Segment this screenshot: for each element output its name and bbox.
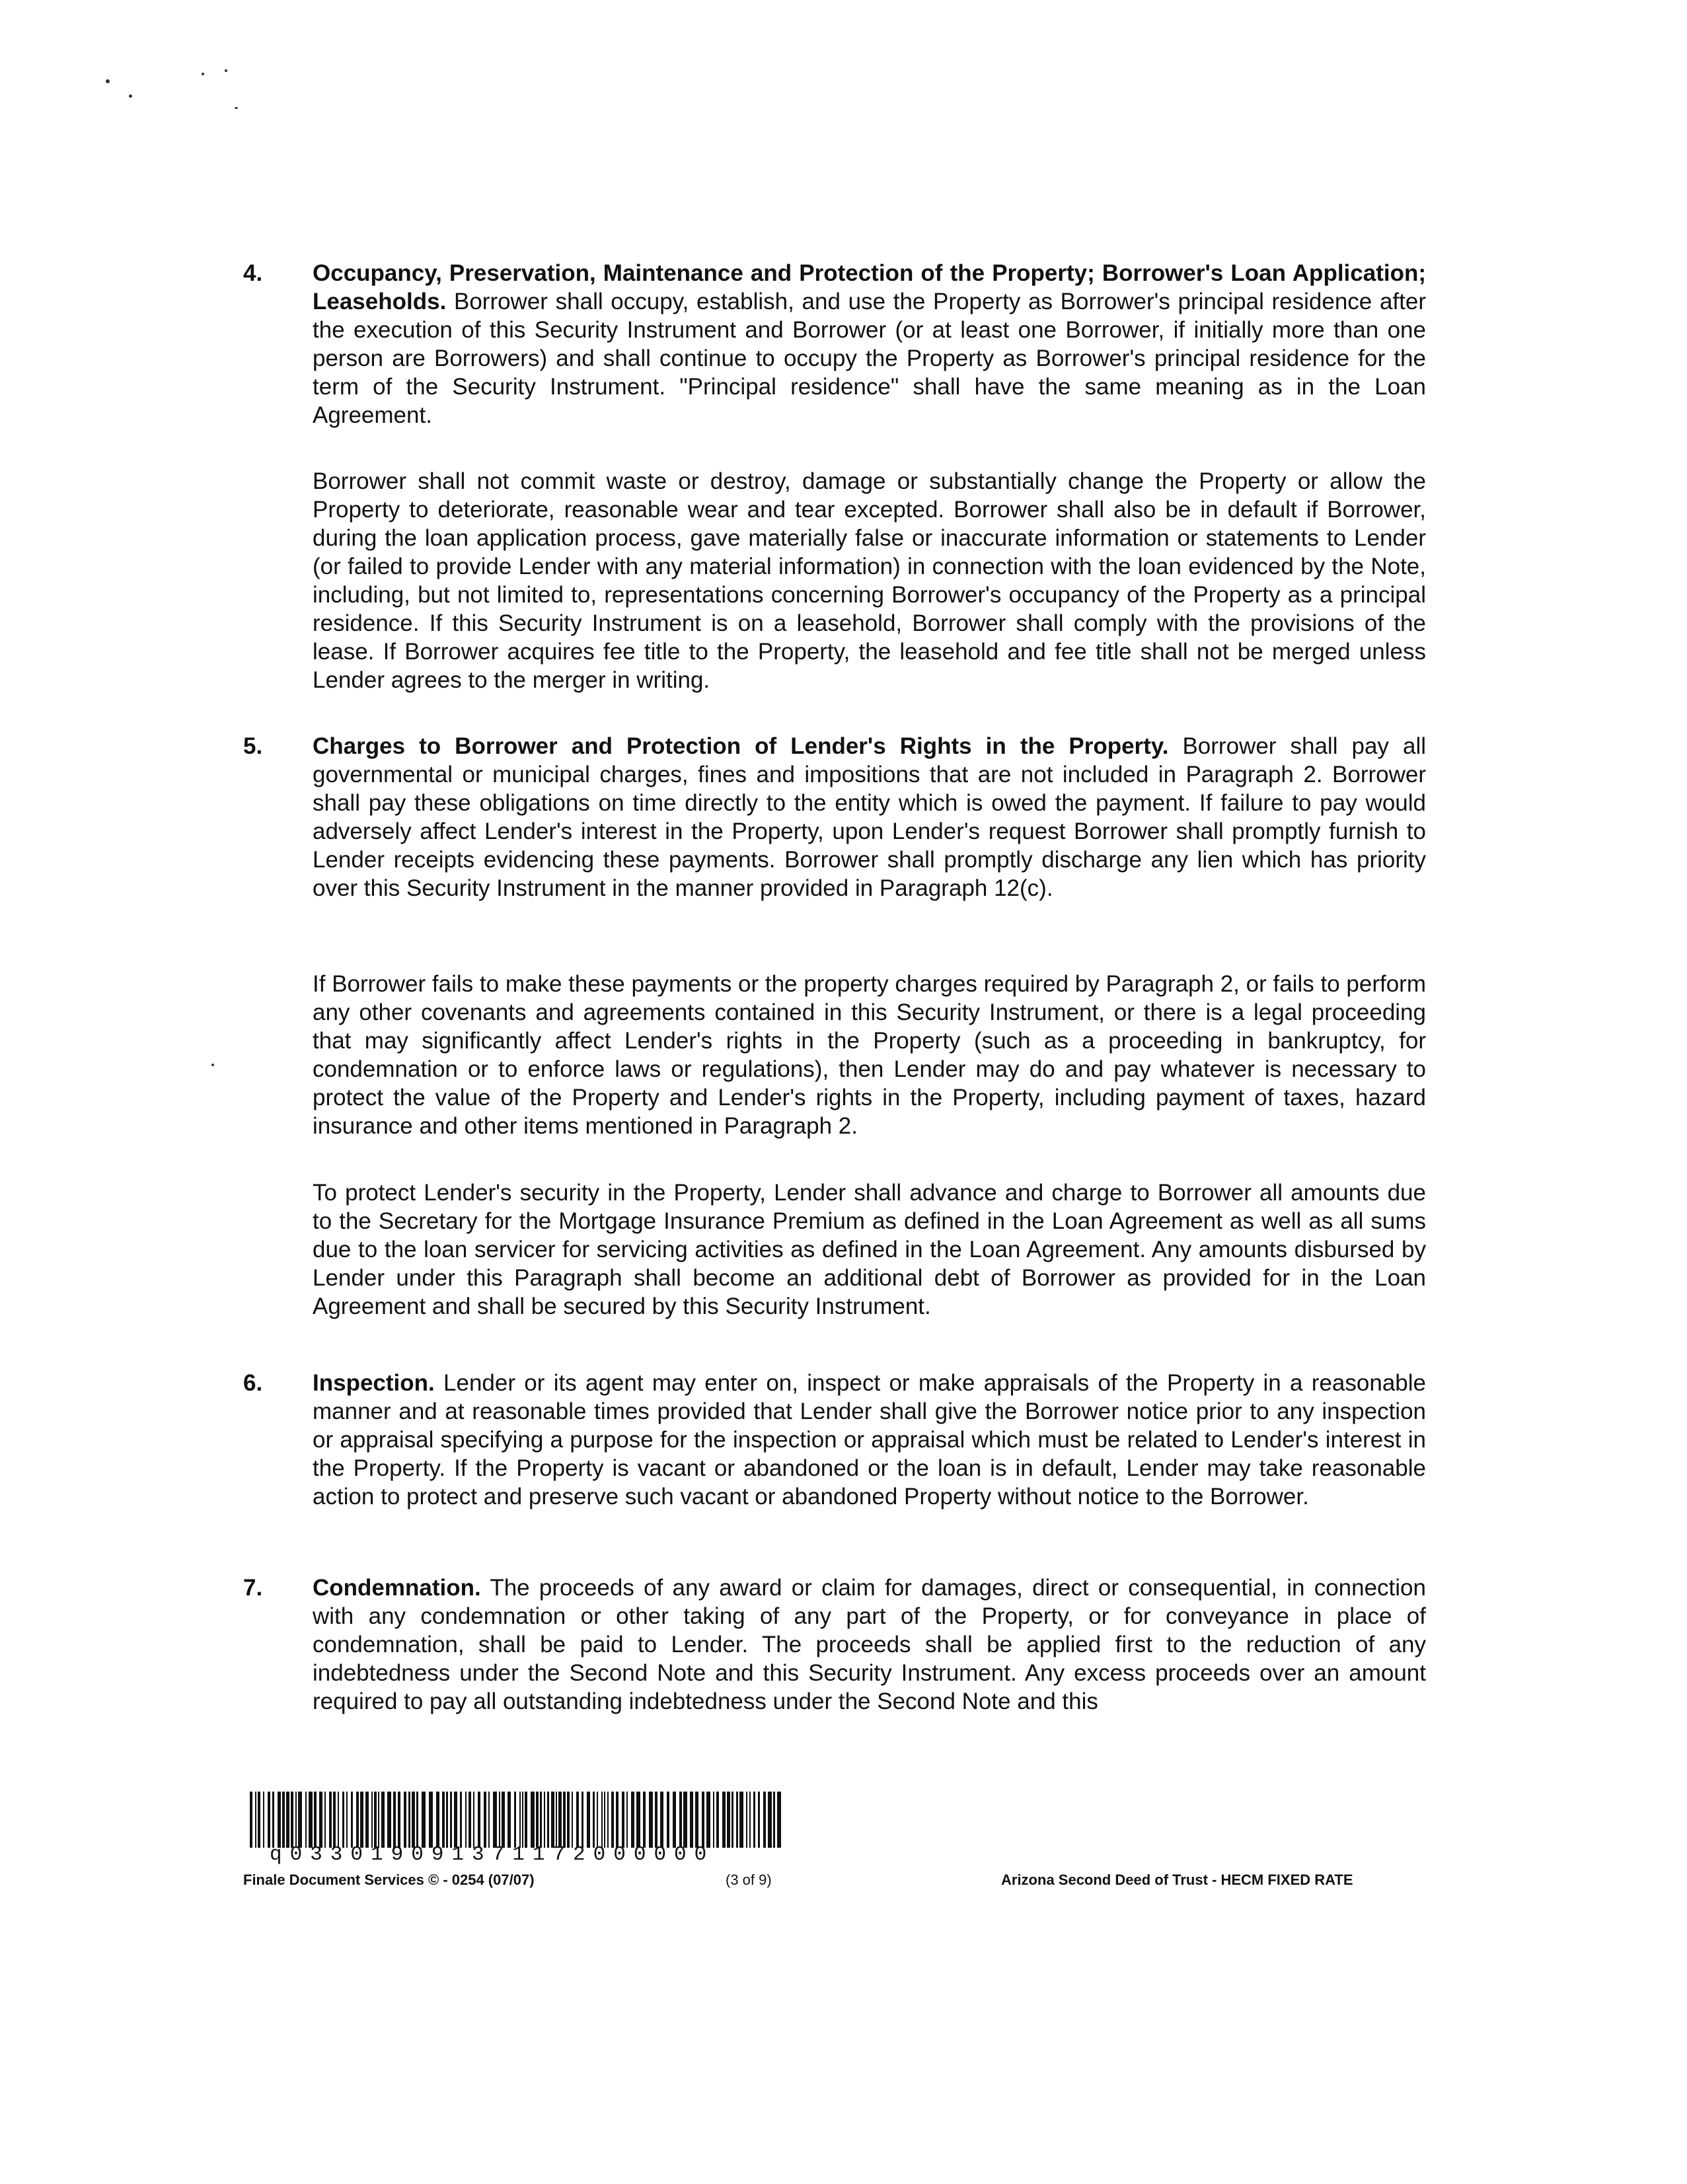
barcode-bar — [660, 1792, 663, 1848]
scan-speck — [225, 69, 227, 72]
section-heading: Occupancy, Preservation, Maintenance and Protection of the Property; Borrower's Loan Application; Leaseholds. — [313, 260, 1426, 314]
barcode-bar — [324, 1792, 326, 1848]
section-number: 6. — [243, 1370, 263, 1396]
barcode-bar — [291, 1792, 293, 1848]
barcode-bar — [342, 1792, 344, 1848]
barcode-bar — [365, 1792, 369, 1848]
barcode-bar — [319, 1792, 322, 1848]
barcode-bar — [567, 1792, 570, 1848]
barcode-bar — [581, 1792, 583, 1848]
barcode-bar — [522, 1792, 523, 1848]
barcode-bar — [278, 1792, 281, 1848]
barcode-bar — [572, 1792, 573, 1848]
section-heading: Charges to Borrower and Protection of Lender's Rights in the Property. — [313, 733, 1169, 759]
section-text: Borrower shall pay all governmental or municipal charges, fines and impositions that are not included in Paragraph 2. Borrower shall pay these obligations on time directly to the entity which is owed the payment. If failure to pay would adversely affect Lender's interest in the Property, upon Lender's request Borrower shall promptly furnish to Lender receipts evidencing these payments. Borrower shall promptly discharge any lien which has priority over this Security Instrument in the manner provided in Paragraph 12(c). — [313, 733, 1426, 901]
barcode-bar — [442, 1792, 445, 1848]
section-number: 4. — [243, 260, 263, 286]
barcode-bar — [643, 1792, 646, 1848]
barcode-bar — [478, 1792, 480, 1848]
barcode-bar — [604, 1792, 605, 1848]
section-text: The proceeds of any award or claim for damages, direct or consequential, in connection with any condemnation or other taking of any part of the Property, or for conveyance in place of condemnation, shall be paid to Lender. The proceeds shall be applied first to the reduction of any indebtedness under the Second Note and this Security Instrument. Any excess proceeds over an amount required to pay all outstanding indebtedness under the Second Note and this — [313, 1575, 1426, 1714]
barcode-bar — [465, 1792, 467, 1848]
barcode-bar — [551, 1792, 554, 1848]
barcode-bar — [540, 1792, 542, 1848]
barcode-bar — [558, 1792, 562, 1848]
barcode-bar — [777, 1792, 781, 1848]
barcode-bar — [507, 1792, 511, 1848]
barcode-bar — [436, 1792, 439, 1848]
barcode-bar — [576, 1792, 579, 1848]
section-number: 7. — [243, 1575, 263, 1601]
barcode-number: q033019091371172000000 — [270, 1843, 715, 1866]
barcode-bar — [255, 1792, 256, 1848]
barcode-bar — [622, 1792, 624, 1848]
barcode-bar — [502, 1792, 505, 1848]
barcode-bar — [713, 1792, 714, 1848]
barcode-bar — [398, 1792, 400, 1848]
barcode-bar — [268, 1792, 270, 1848]
barcode-bar — [722, 1792, 726, 1848]
barcode-bar — [460, 1792, 462, 1848]
scan-speck — [235, 107, 238, 109]
barcode-bar — [374, 1792, 377, 1848]
barcode-bar — [450, 1792, 452, 1848]
barcode-bar — [263, 1792, 264, 1848]
barcode-bar — [731, 1792, 733, 1848]
barcode-bar — [667, 1792, 669, 1848]
section-paragraph — [313, 259, 1426, 429]
scan-speck — [202, 73, 204, 75]
barcode-bar — [258, 1792, 260, 1848]
barcode-bar — [329, 1792, 332, 1848]
barcode-bar — [736, 1792, 738, 1848]
barcode-bar — [381, 1792, 385, 1848]
barcode-bar — [493, 1792, 497, 1848]
barcode — [250, 1792, 782, 1848]
barcode-bar — [408, 1792, 410, 1848]
barcode-bar — [607, 1792, 609, 1848]
footer-page-number: (3 of 9) — [726, 1872, 772, 1888]
barcode-bar — [346, 1792, 348, 1848]
barcode-bar — [547, 1792, 549, 1848]
barcode-bar — [295, 1792, 297, 1848]
barcode-bar — [484, 1792, 486, 1848]
barcode-bar — [333, 1792, 336, 1848]
barcode-bar — [763, 1792, 766, 1848]
barcode-bar — [298, 1792, 302, 1848]
barcode-bar — [631, 1792, 634, 1848]
barcode-bar — [556, 1792, 557, 1848]
barcode-bar — [514, 1792, 516, 1848]
section-text: Borrower shall occupy, establish, and use the Property as Borrower's principal residence after the execution of this Security Instrument and Borrower (or at least one Borrower, if initially more than one person are Borrowers) and shall continue to occupy the Property as Borrower's principal residence for the term of the Security Instrument. "Principal residence" shall have the same meaning as in the Loan Agreement. — [313, 289, 1426, 428]
barcode-bar — [587, 1792, 590, 1848]
barcode-bar — [473, 1792, 474, 1848]
footer-form-title: Arizona Second Deed of Trust - HECM FIXED RATE — [1001, 1872, 1353, 1888]
barcode-bar — [393, 1792, 396, 1848]
barcode-bar — [416, 1792, 418, 1848]
barcode-bar — [753, 1792, 755, 1848]
section-text: Lender or its agent may enter on, inspect or make appraisals of the Property in a reasonable manner and at reasonable times provided that Lender shall give the Borrower notice prior to any inspection or appraisal specifying a purpose for the inspection or appraisal which must be related to Lender's interest in the Property. If the Property is vacant or abandoned or the loan is in default, Lender may take reasonable action to protect and preserve such vacant or abandoned Property without notice to the Borrower. — [313, 1370, 1426, 1510]
barcode-bar — [597, 1792, 598, 1848]
barcode-bar — [679, 1792, 682, 1848]
barcode-bar — [739, 1792, 743, 1848]
section-number: 5. — [243, 733, 263, 759]
barcode-bar — [351, 1792, 353, 1848]
barcode-bar — [338, 1792, 339, 1848]
barcode-bar — [429, 1792, 433, 1848]
barcode-bar — [499, 1792, 500, 1848]
barcode-bar — [655, 1792, 657, 1848]
barcode-bar — [749, 1792, 751, 1848]
barcode-bar — [525, 1792, 527, 1848]
barcode-bar — [706, 1792, 710, 1848]
barcode-bar — [690, 1792, 693, 1848]
barcode-bar — [272, 1792, 274, 1848]
barcode-bar — [250, 1792, 252, 1848]
barcode-bar — [488, 1792, 490, 1848]
barcode-bar — [446, 1792, 448, 1848]
scan-speck — [106, 79, 110, 83]
barcode-bar — [378, 1792, 379, 1848]
barcode-bar — [716, 1792, 719, 1848]
barcode-bar — [636, 1792, 640, 1848]
section-heading: Inspection. — [313, 1370, 435, 1396]
barcode-bar — [773, 1792, 775, 1848]
barcode-bar — [531, 1792, 535, 1848]
barcode-bar — [768, 1792, 772, 1848]
barcode-bar — [611, 1792, 614, 1848]
section-paragraph — [313, 1574, 1426, 1716]
scan-speck — [211, 1064, 214, 1066]
barcode-bar — [519, 1792, 521, 1848]
footer-left: Finale Document Services © - 0254 (07/07) — [243, 1872, 535, 1888]
barcode-bar — [626, 1792, 628, 1848]
barcode-bar — [702, 1792, 704, 1848]
barcode-bar — [746, 1792, 747, 1848]
barcode-bar — [305, 1792, 307, 1848]
barcode-bar — [309, 1792, 313, 1848]
barcode-bar — [544, 1792, 545, 1848]
barcode-bar — [360, 1792, 363, 1848]
barcode-bar — [601, 1792, 603, 1848]
barcode-bar — [282, 1792, 285, 1848]
barcode-bar — [412, 1792, 415, 1848]
scan-speck — [129, 94, 132, 98]
section-paragraph: Borrower shall not commit waste or destroy, damage or substantially change the Property or allow the Property to deteriorate, reasonable wear and tear excepted. Borrower shall also be in default if Borrower, during the loan application process, gave materially false or inaccurate information or statements to Lender (or failed to provide Lender with any material information) in connection with the loan evidenced by the Note, including, but not limited to, representations concerning Borrower's occupancy of the Property as a principal residence. If this Security Instrument is on a leasehold, Borrower shall comply with the provisions of the lease. If Borrower acquires fee title to the Property, the leasehold and fee title shall not be merged unless Lender agrees to the merger in writing. — [313, 468, 1426, 693]
section-heading: Condemnation. — [313, 1575, 481, 1601]
barcode-bar — [593, 1792, 595, 1848]
barcode-bar — [758, 1792, 760, 1848]
barcode-bar — [454, 1792, 457, 1848]
barcode-bar — [371, 1792, 373, 1848]
barcode-bar — [683, 1792, 687, 1848]
barcode-bar — [469, 1792, 471, 1848]
barcode-bar — [422, 1792, 426, 1848]
barcode-bar — [404, 1792, 406, 1848]
barcode-bar — [673, 1792, 676, 1848]
barcode-bar — [727, 1792, 730, 1848]
barcode-bar — [536, 1792, 539, 1848]
barcode-bar — [649, 1792, 653, 1848]
section-paragraph: If Borrower fails to make these payments or the property charges required by Paragraph 2, or fails to perform any other covenants and agreements contained in this Security Instrument, or there is a legal proceeding that may significantly affect Lender's rights in the Property (such as a proceeding in bankruptcy, for condemnation or to enforce laws or regulations), then Lender may do and pay whatever is necessary to protect the value of the Property and Lender's rights in the Property, including payment of taxes, hazard insurance and other items mentioned in Paragraph 2. — [313, 971, 1426, 1139]
barcode-bar — [563, 1792, 566, 1848]
barcode-bar — [356, 1792, 359, 1848]
section-paragraph — [313, 732, 1426, 902]
section-paragraph: To protect Lender's security in the Property, Lender shall advance and charge to Borrower all amounts due to the Secretary for the Mortgage Insurance Premium as defined in the Loan Agreement as well as all sums due to the loan servicer for servicing activities as defined in the Loan Agreement. Any amounts disbursed by Lender under this Paragraph shall become an additional debt of Borrower as provided for in the Loan Agreement and shall be secured by this Security Instrument. — [313, 1180, 1426, 1319]
barcode-bar — [387, 1792, 391, 1848]
barcode-bar — [616, 1792, 619, 1848]
barcode-bar — [695, 1792, 698, 1848]
barcode-bar — [314, 1792, 317, 1848]
barcode-bar — [286, 1792, 289, 1848]
section-paragraph — [313, 1369, 1426, 1511]
